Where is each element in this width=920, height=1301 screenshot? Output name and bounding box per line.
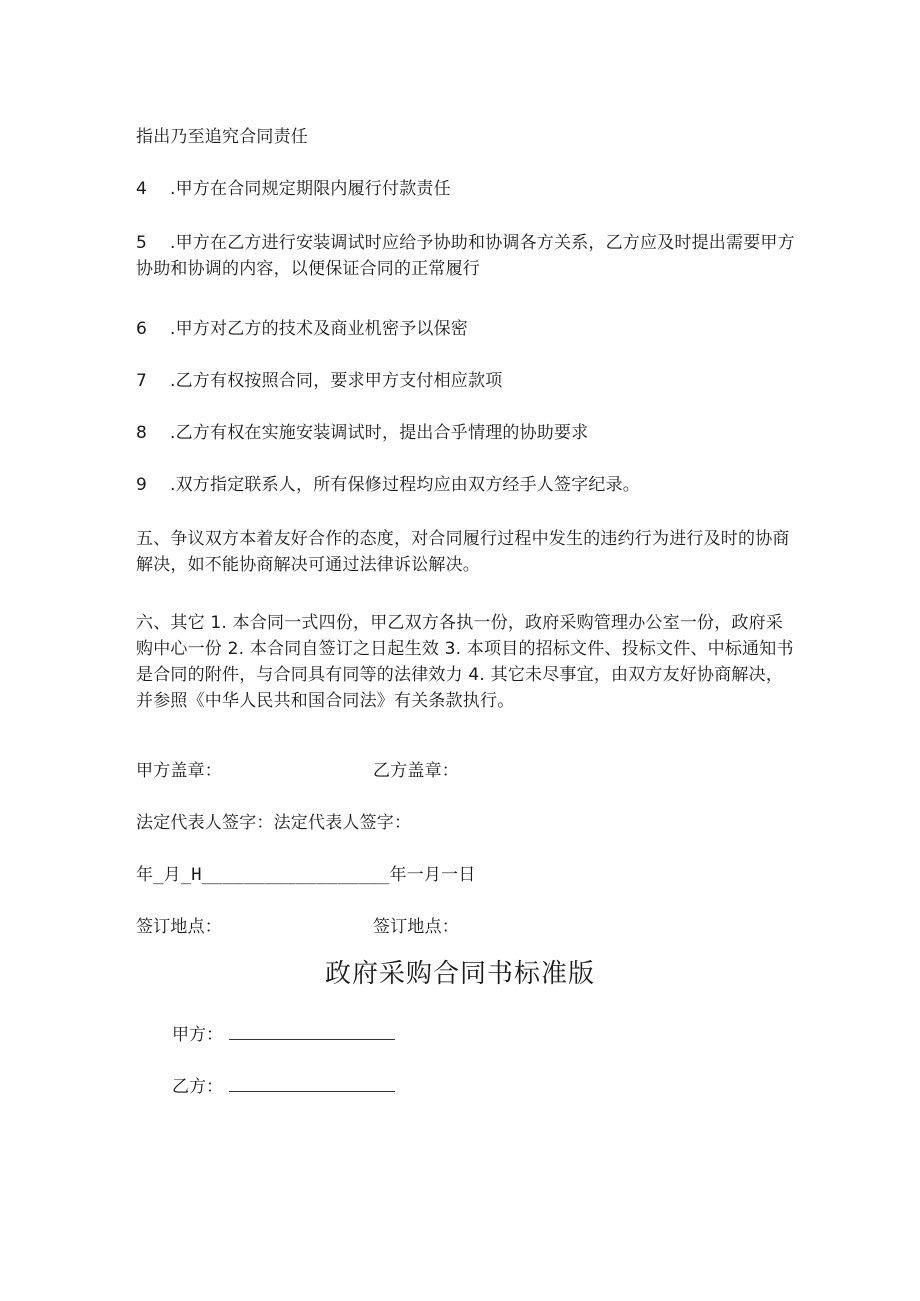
place-row	[136, 914, 796, 940]
clause-5	[136, 230, 796, 282]
clause-9	[136, 472, 796, 498]
party-a-label: 甲方：	[172, 1025, 223, 1045]
clause-8	[136, 420, 796, 446]
seal-row	[136, 758, 796, 784]
clause-7	[136, 368, 796, 394]
party-a-place-label: 签订地点：	[136, 917, 222, 937]
section-5-dispute: 五、争议双方本着友好合作的态度，对合同履行过程中发生的违约行为进行及时的协商解决，如不能协商解决可通过法律诉讼解决。	[136, 529, 790, 575]
party-b-blank-line	[229, 1077, 395, 1092]
clause-number: 9	[136, 475, 148, 495]
clause-number: 5	[136, 233, 148, 253]
clause-number: 8	[136, 423, 148, 443]
clause-4	[136, 176, 796, 202]
party-b-place-label: 签订地点：	[373, 917, 459, 937]
clause-text: .乙方有权按照合同，要求甲方支付相应款项	[170, 371, 503, 391]
clause-text: .乙方有权在实施安装调试时，提出合乎情理的协助要求	[170, 423, 589, 443]
document-title: 政府采购合同书标准版	[324, 959, 595, 989]
date-right: 年一月一日	[389, 865, 476, 885]
party-a-blank-line	[229, 1025, 395, 1040]
clause-text: .甲方在合同规定期限内履行付款责任	[170, 179, 451, 199]
party-b-field	[172, 1074, 395, 1100]
clause-6	[136, 316, 796, 342]
clause-number: 7	[136, 371, 148, 391]
clause-3-continuation: 指出乃至追究合同责任	[136, 127, 308, 147]
section-6-other: 六、其它 1. 本合同一式四份，甲乙双方各执一份，政府采购管理办公室一份，政府采购中心一份 2. 本合同自签订之日起生效 3. 本项目的招标文件、投标文件、中标通知书是合同的附件，与合同具有同等的法律效力 4. 其它未尽事宜，由双方友好协商解决，并参照《中华人民共和国合同法》有关条款执行。	[136, 613, 794, 711]
clause-text: .双方指定联系人，所有保修过程均应由双方经手人签字纪录。	[170, 475, 641, 495]
party-a-seal-label: 甲方盖章：	[136, 761, 222, 781]
party-b-label: 乙方：	[172, 1077, 223, 1097]
clause-text: .甲方在乙方进行安装调试时应给予协助和协调各方关系，乙方应及时提出需要甲方协助和协调的内容，以便保证合同的正常履行	[136, 233, 795, 279]
date-left: 年_月_H__________________	[136, 865, 390, 885]
party-b-seal-label: 乙方盖章：	[373, 761, 459, 781]
clause-number: 6	[136, 319, 148, 339]
party-a-field	[172, 1022, 395, 1048]
date-row	[136, 862, 796, 888]
clause-text: .甲方对乙方的技术及商业机密予以保密	[170, 319, 469, 339]
clause-number: 4	[136, 179, 148, 199]
legal-rep-row: 法定代表人签字：法定代表人签字：	[136, 813, 412, 833]
